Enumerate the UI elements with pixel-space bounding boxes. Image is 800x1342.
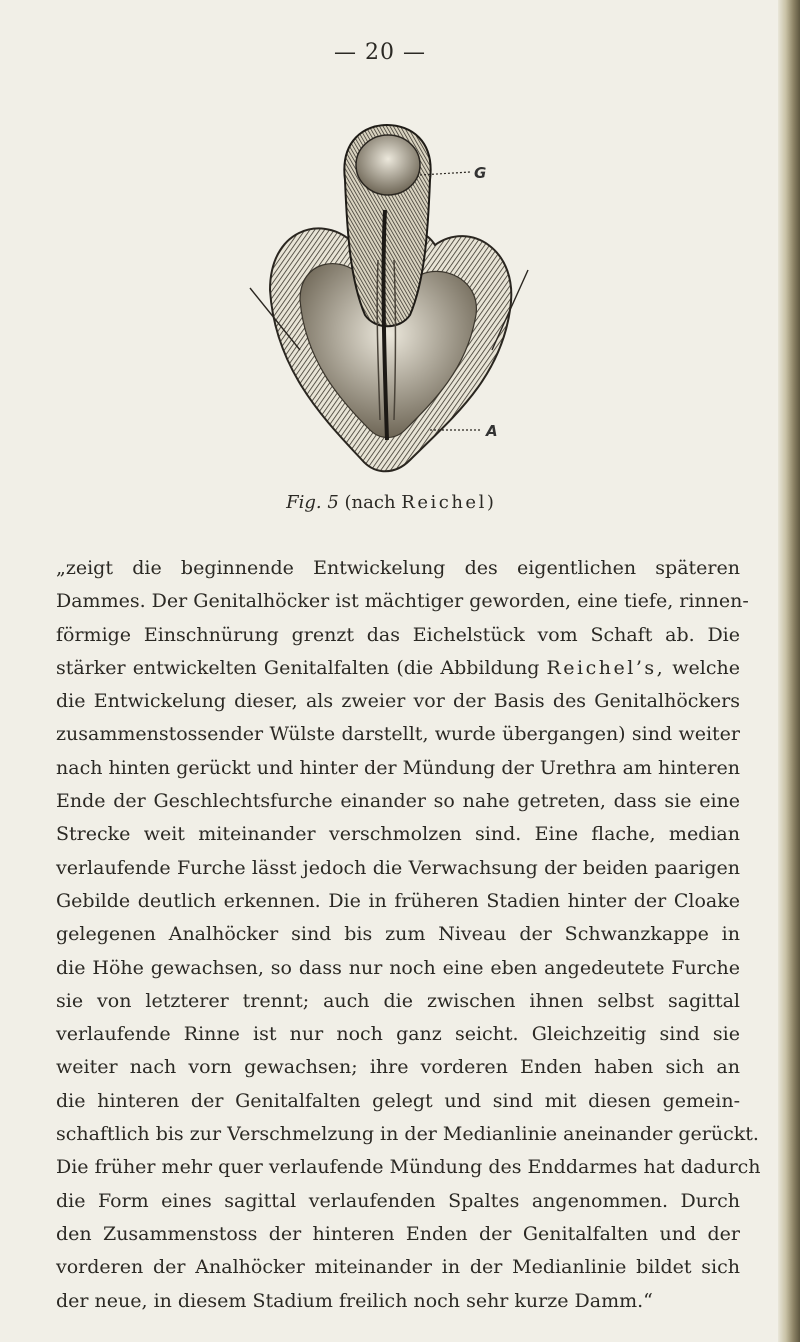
text-line: der neue, in diesem Stadium freilich noch sehr kurze Damm.“: [56, 1289, 653, 1312]
text-line: die Höhe gewachsen, so dass nur noch eine eben angedeutete Furche: [56, 956, 740, 979]
text-line: die hinteren der Genitalfalten gelegt und sind mit diesen gemein-: [56, 1089, 740, 1112]
figure-illustration: [230, 120, 550, 490]
text-line: „zeigt die beginnende Entwickelung des eigentlichen späteren: [56, 557, 740, 579]
text-line: die Form eines sagittal verlaufenden Spaltes angenommen. Durch: [56, 1189, 740, 1212]
text-line: nach hinten gerückt und hinter der Mündung der Urethra am hinteren: [56, 756, 740, 779]
text-line: Die früher mehr quer verlaufende Mündung des Enddarmes hat dadurch: [56, 1156, 761, 1179]
text-line: verlaufende Furche lässt jedoch die Verwachsung der beiden paarigen: [56, 856, 740, 879]
text-line: schaftlich bis zur Verschmelzung in der Medianlinie aneinander gerückt.: [56, 1123, 759, 1146]
text-line: zusammenstossender Wülste darstellt, wurde übergangen) sind weiter: [56, 723, 740, 746]
text-line: Gebilde deutlich erkennen. Die in früheren Stadien hinter der Cloake: [56, 889, 740, 912]
text-line: Ende der Geschlechtsfurche einander so nahe getreten, dass sie eine: [56, 790, 740, 813]
text-line-part: welche: [672, 656, 740, 679]
text-line: die Entwickelung dieser, als zweier vor der Basis des Genitalhöckers: [56, 690, 740, 713]
caption-suffix: ): [486, 492, 494, 513]
author-name: Reichel’s,: [546, 656, 666, 679]
body-paragraph: [56, 552, 761, 1318]
figure-number: Fig. 5: [286, 492, 339, 513]
text-line: vorderen der Analhöcker miteinander in der Medianlinie bildet sich: [56, 1256, 740, 1279]
text-line: [56, 652, 740, 685]
text-line: Strecke weit miteinander verschmolzen sind. Eine flache, median: [56, 823, 740, 846]
text-line: Dammes. Der Genitalhöcker ist mächtiger geworden, eine tiefe, rinnen-: [56, 590, 749, 613]
text-line: verlaufende Rinne ist nur noch ganz seicht. Gleichzeitig sind sie: [56, 1023, 740, 1046]
text-line: weiter nach vorn gewachsen; ihre vorderen Enden haben sich an: [56, 1056, 740, 1079]
caption-prefix: (nach: [344, 492, 396, 513]
caption-author: Reichel: [401, 492, 487, 513]
text-line: den Zusammenstoss der hinteren Enden der Genitalfalten und der: [56, 1222, 740, 1245]
embryo-genital-drawing: [230, 120, 550, 490]
text-line: sie von letzterer trennt; auch die zwischen ihnen selbst sagittal: [56, 989, 740, 1012]
text-line-part: stärker entwickelten Genitalfalten (die Abbildung: [56, 656, 540, 679]
page-number: — 20 —: [334, 40, 426, 65]
page-edge-shadow: [778, 0, 800, 1342]
text-line: förmige Einschnürung grenzt das Eichelstück vom Schaft ab. Die: [56, 623, 740, 646]
figure-label-a: A: [486, 422, 498, 440]
text-line: gelegenen Analhöcker sind bis zum Niveau der Schwanzkappe in: [56, 923, 740, 946]
figure-caption: [0, 492, 780, 513]
figure-label-g: G: [474, 164, 487, 182]
